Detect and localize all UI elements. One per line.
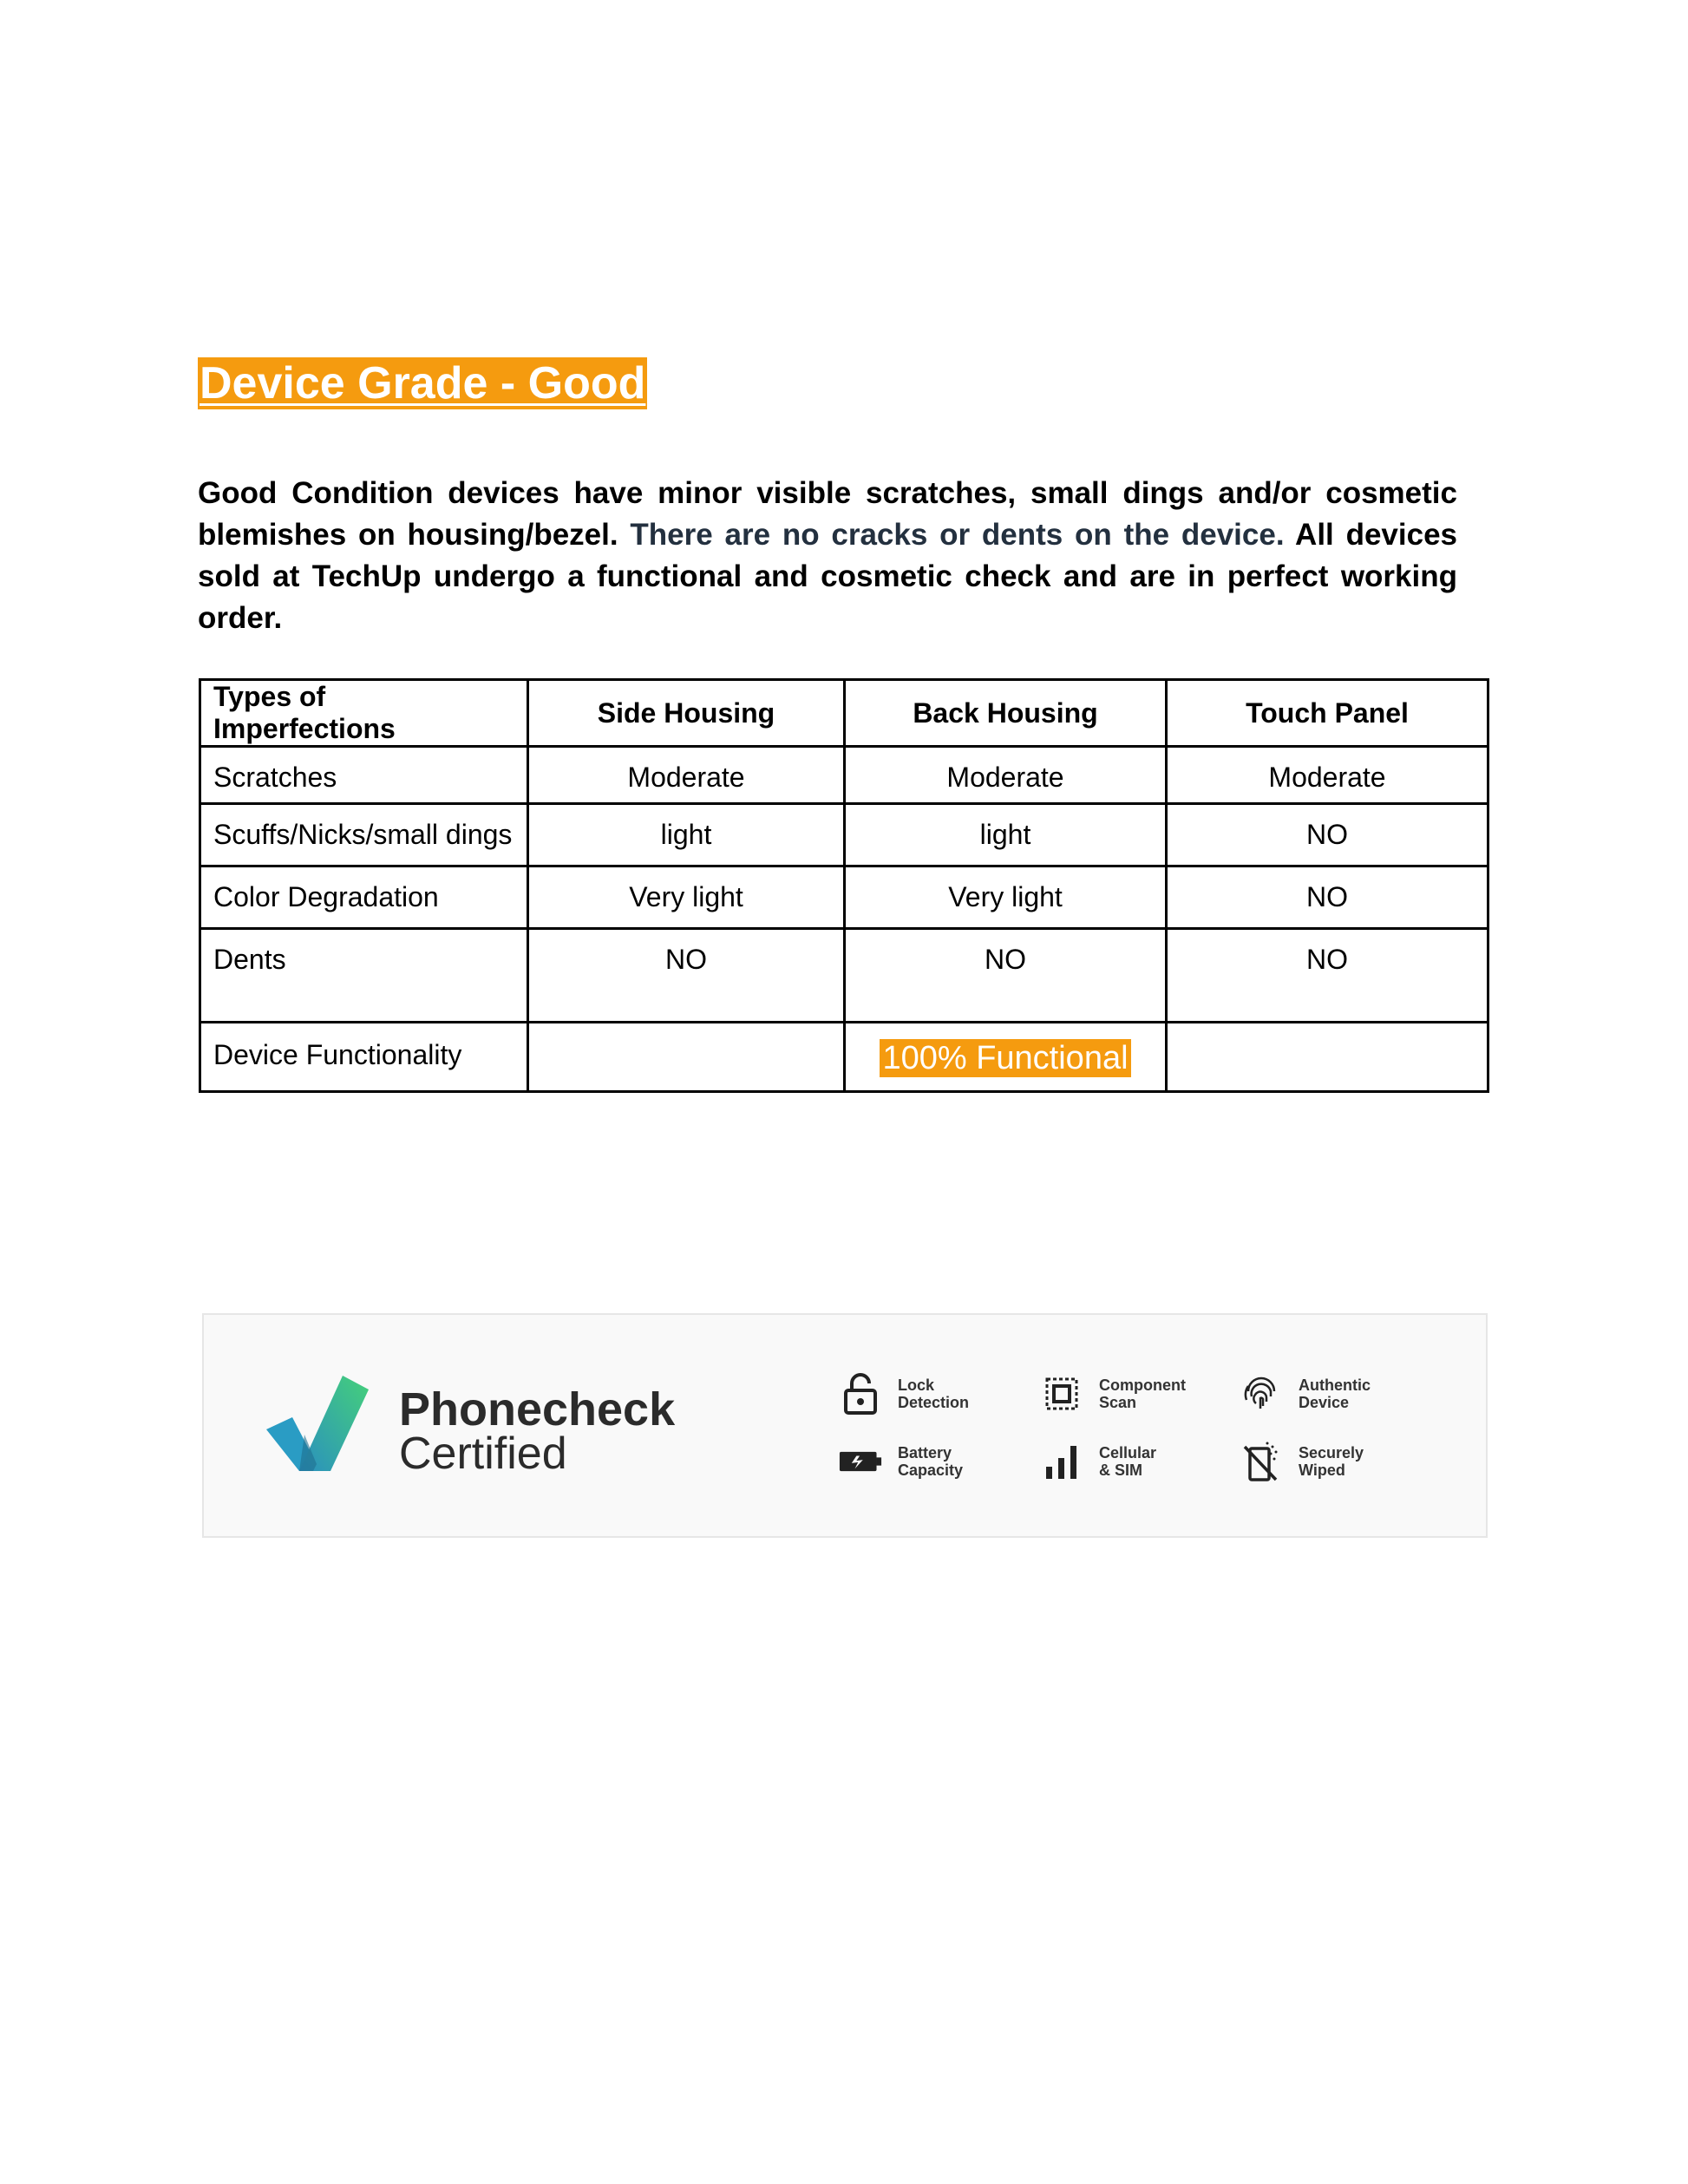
feature-lock-detection (839, 1372, 1011, 1416)
table-row (200, 929, 1488, 1023)
table-cell: NO (1167, 929, 1488, 1023)
imperfections-table (199, 678, 1489, 1093)
feature-line: Capacity (898, 1461, 964, 1479)
functionality-row (200, 1023, 1488, 1092)
row-label: Color Degradation (200, 866, 528, 929)
row-label: Scuffs/Nicks/small dings (200, 804, 528, 866)
header-types: Types of Imperfections (200, 680, 528, 747)
table-cell: NO (528, 929, 845, 1023)
functionality-label: Device Functionality (200, 1023, 528, 1092)
table-cell: Very light (845, 866, 1167, 929)
lock-icon (839, 1372, 882, 1416)
feature-cellular-sim (1040, 1440, 1212, 1483)
battery-icon (839, 1440, 882, 1483)
table-row (200, 804, 1488, 866)
description-paragraph (198, 473, 1457, 639)
table-cell: Very light (528, 866, 845, 929)
header-back-housing: Back Housing (845, 680, 1167, 747)
feature-line: Authentic (1299, 1376, 1371, 1394)
feature-line: Device (1299, 1394, 1350, 1411)
description-emphasis: There are no cracks or dents on the device. (630, 518, 1285, 552)
fingerprint-icon (1240, 1372, 1283, 1416)
page-title: Device Grade - Good (200, 358, 646, 409)
feature-authentic-device (1240, 1372, 1411, 1416)
feature-battery-capacity (839, 1440, 1011, 1483)
feature-line: Scan (1099, 1394, 1137, 1411)
table-cell: Moderate (845, 747, 1167, 804)
table-cell: NO (1167, 866, 1488, 929)
table-cell: Moderate (1167, 747, 1488, 804)
feature-line: Detection (898, 1394, 970, 1411)
row-label: Dents (200, 929, 528, 1023)
signal-icon (1040, 1440, 1083, 1483)
phonecheck-brand: Phonecheck (399, 1383, 676, 1435)
feature-line: Securely (1299, 1444, 1364, 1461)
table-header-row (200, 680, 1488, 747)
table-cell: NO (1167, 804, 1488, 866)
header-touch-panel: Touch Panel (1167, 680, 1488, 747)
row-label: Scratches (200, 747, 528, 804)
checkmark-logo-icon (266, 1367, 379, 1480)
feature-line: Cellular (1099, 1444, 1157, 1461)
description-part-1: Good Condition devices have minor visible scratches, small dings and/or cosmetic blemishes on housing/bezel. (198, 476, 1457, 552)
feature-line: Component (1099, 1376, 1186, 1394)
table-cell: NO (845, 929, 1167, 1023)
table-row (200, 747, 1488, 804)
chip-icon (1040, 1372, 1083, 1416)
table-cell-empty (1167, 1023, 1488, 1092)
table-row (200, 866, 1488, 929)
functionality-badge: 100% Functional (880, 1039, 1130, 1077)
feature-line: & SIM (1099, 1461, 1143, 1479)
table-cell: Moderate (528, 747, 845, 804)
phonecheck-panel (202, 1313, 1488, 1538)
header-side-housing: Side Housing (528, 680, 845, 747)
feature-securely-wiped (1240, 1440, 1411, 1483)
feature-line: Lock (898, 1376, 935, 1394)
table-cell: light (528, 804, 845, 866)
description-part-3: All devices sold at TechUp undergo a functional and cosmetic check and are in perfect working order. (198, 518, 1457, 635)
wiped-phone-icon (1240, 1440, 1283, 1483)
table-cell-empty (528, 1023, 845, 1092)
feature-component-scan (1040, 1372, 1212, 1416)
phonecheck-certified: Certified (399, 1429, 567, 1479)
table-cell: light (845, 804, 1167, 866)
feature-line: Wiped (1299, 1461, 1345, 1479)
functionality-cell (845, 1023, 1167, 1092)
feature-line: Battery (898, 1444, 952, 1461)
